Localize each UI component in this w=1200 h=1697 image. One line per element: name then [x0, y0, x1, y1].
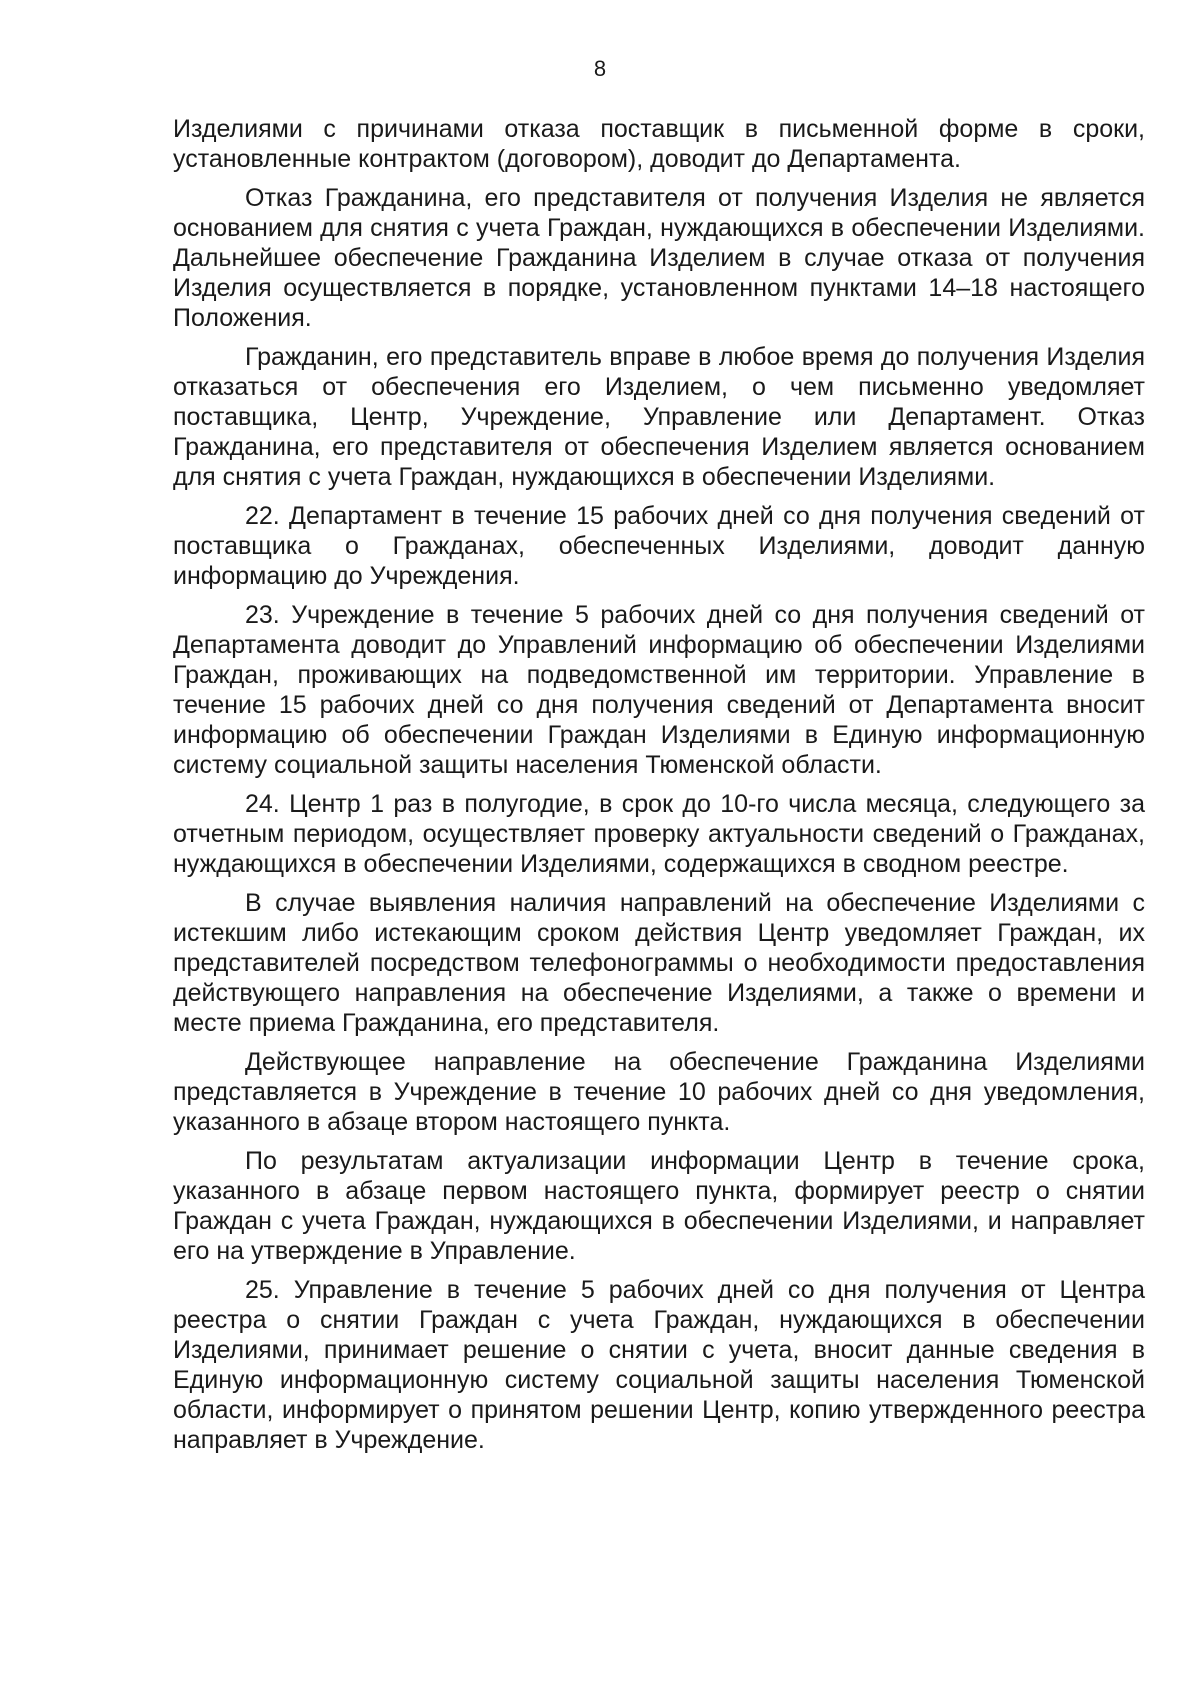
paragraph-clause-24-expired: В случае выявления наличия направлений на обеспечение Изделиями с истекшим либо истекающим сроком действия Центр уведомляет Граждан, их представителей посредством телефонограммы о необходимости предоставления действующего направления на обеспечение Изделиями, а также о времени и месте приема Гражданина, его представителя.: [173, 889, 1145, 1037]
paragraph-refusal-provision: Гражданин, его представитель вправе в любое время до получения Изделия отказаться от обеспечения его Изделием, о чем письменно уведомляет поставщика, Центр, Учреждение, Управление или Департамент. Отказ Гражданина, его представителя от обеспечения Изделием является основанием для снятия с учета Граждан, нуждающихся в обеспечении Изделиями.: [173, 343, 1145, 491]
paragraph-continuation: Изделиями с причинами отказа поставщик в письменной форме в сроки, установленные контрактом (договором), доводит до Департамента.: [173, 115, 1145, 173]
paragraph-clause-24-registry: По результатам актуализации информации Центр в течение срока, указанного в абзаце первом настоящего пункта, формирует реестр о снятии Граждан с учета Граждан, нуждающихся в обеспечении Изделиями, и направляет его на утверждение в Управление.: [173, 1147, 1145, 1265]
paragraph-refusal-receipt: Отказ Гражданина, его представителя от получения Изделия не является основанием для снятия с учета Граждан, нуждающихся в обеспечении Изделиями. Дальнейшее обеспечение Гражданина Изделием в случае отказа от получения Изделия осуществляется в порядке, установленном пунктами 14–18 настоящего Положения.: [173, 184, 1145, 332]
paragraph-clause-25: 25. Управление в течение 5 рабочих дней со дня получения от Центра реестра о снятии Граждан с учета Граждан, нуждающихся в обеспечении Изделиями, принимает решение о снятии с учета, вносит данные сведения в Единую информационную систему социальной защиты населения Тюменской области, информирует о принятом решении Центр, копию утвержденного реестра направляет в Учреждение.: [173, 1276, 1145, 1454]
paragraph-clause-24: 24. Центр 1 раз в полугодие, в срок до 10-го числа месяца, следующего за отчетным периодом, осуществляет проверку актуальности сведений о Гражданах, нуждающихся в обеспечении Изделиями, содержащихся в сводном реестре.: [173, 790, 1145, 878]
paragraph-clause-23: 23. Учреждение в течение 5 рабочих дней со дня получения сведений от Департамента доводит до Управлений информацию об обеспечении Изделиями Граждан, проживающих на подведомственной им территории. Управление в течение 15 рабочих дней со дня получения сведений от Департамента вносит информацию об обеспечении Граждан Изделиями в Единую информационную систему социальной защиты населения Тюменской области.: [173, 601, 1145, 779]
document-body: [173, 114, 1145, 1464]
paragraph-clause-22: 22. Департамент в течение 15 рабочих дней со дня получения сведений от поставщика о Гражданах, обеспеченных Изделиями, доводит данную информацию до Учреждения.: [173, 502, 1145, 590]
paragraph-clause-24-submission: Действующее направление на обеспечение Гражданина Изделиями представляется в Учреждение в течение 10 рабочих дней со дня уведомления, указанного в абзаце втором настоящего пункта.: [173, 1048, 1145, 1136]
page-number: 8: [593, 56, 607, 81]
